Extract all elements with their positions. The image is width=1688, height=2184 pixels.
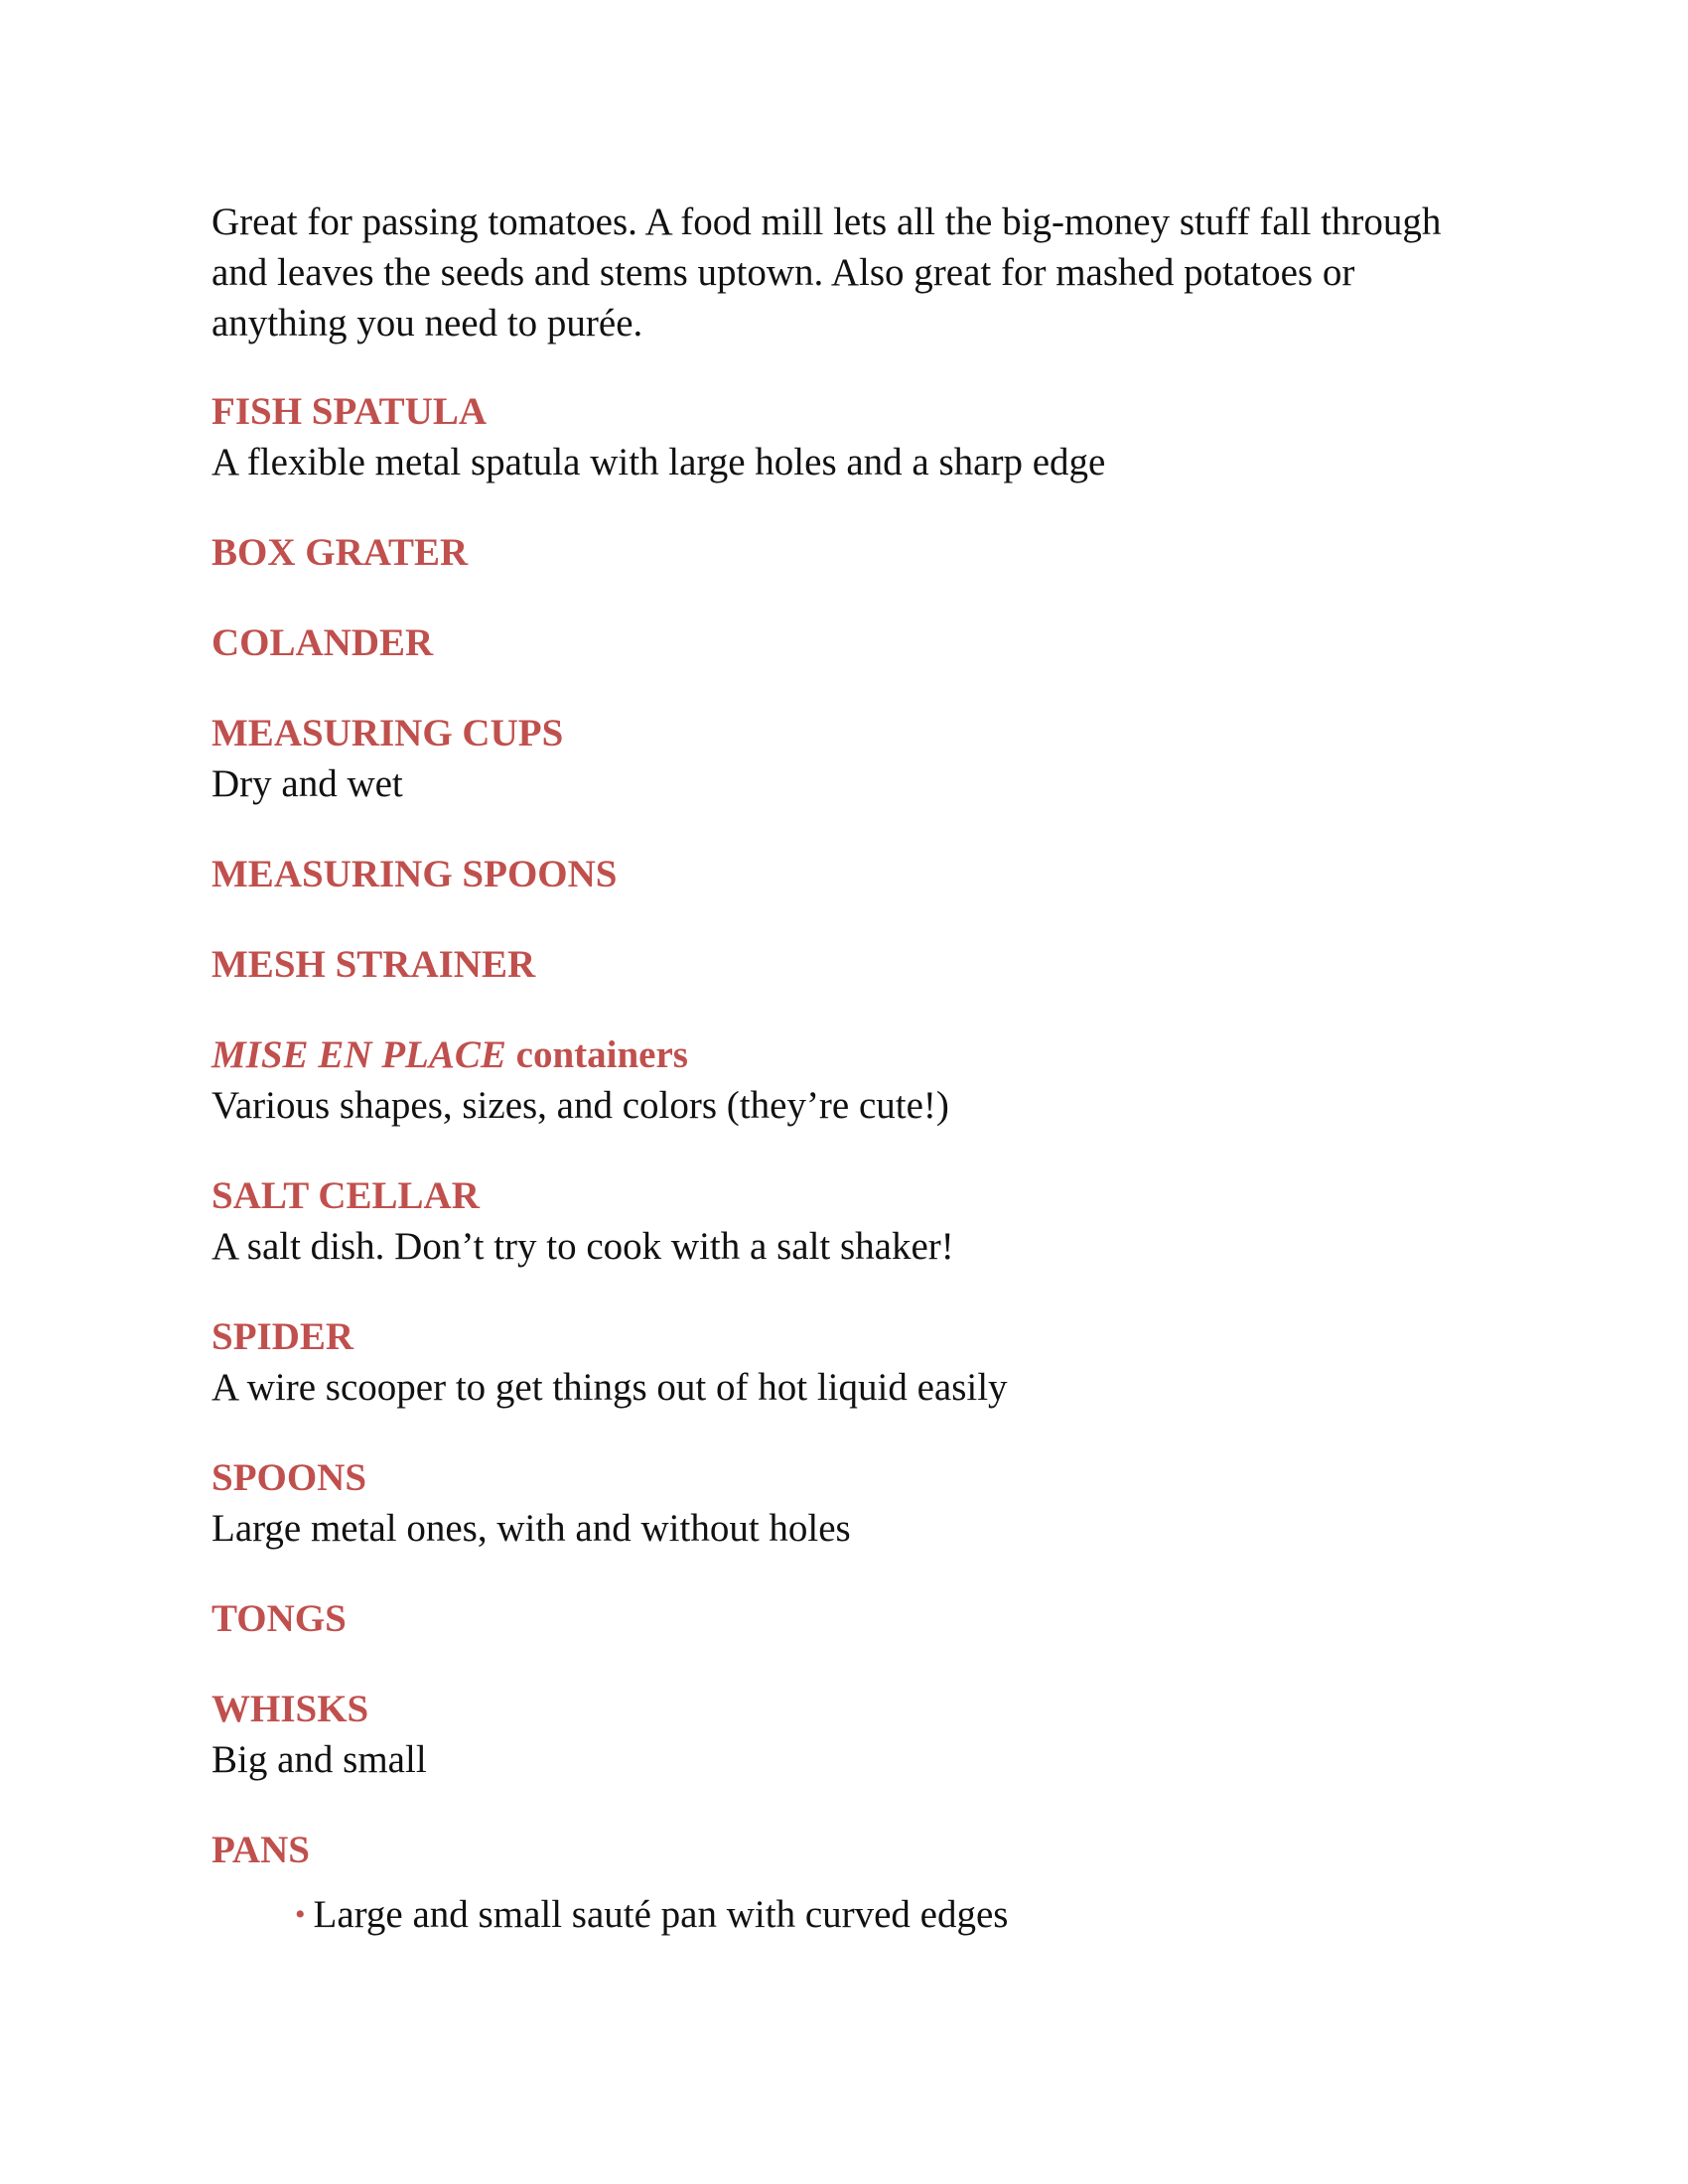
intro-paragraph: Great for passing tomatoes. A food mill lets all the big-money stuff fall through and leaves the seeds and stems uptown. Also great for mashed potatoes or anything you need to purée. [211, 201, 1442, 344]
term-heading: BOX GRATER [211, 531, 469, 574]
term-heading: MESH STRAINER [211, 943, 536, 986]
term-heading: SPIDER [211, 1315, 354, 1358]
term-description: Dry and wet [211, 762, 403, 805]
entry-box-grater [211, 527, 1482, 578]
term-heading: TONGS [211, 1597, 347, 1640]
entry-salt-cellar [211, 1170, 1482, 1272]
term-description: A flexible metal spatula with large holes and a sharp edge [211, 441, 1106, 483]
term-heading: COLANDER [211, 621, 434, 664]
bullet-icon: • [295, 1898, 306, 1931]
entry-spoons [211, 1452, 1482, 1554]
entry-fish-spatula [211, 386, 1482, 487]
entry-mise-en-place [211, 1029, 1482, 1131]
term-heading: WHISKS [211, 1688, 369, 1730]
list-item [295, 1889, 1482, 1943]
pans-bullet-list [295, 1889, 1482, 1943]
entry-measuring-cups [211, 708, 1482, 809]
term-heading: SALT CELLAR [211, 1174, 480, 1217]
entry-spider [211, 1311, 1482, 1413]
term-description: Various shapes, sizes, and colors (they’re cute!) [211, 1084, 949, 1127]
term-description: Big and small [211, 1738, 427, 1781]
term-heading: SPOONS [211, 1456, 367, 1499]
entry-pans [211, 1825, 1482, 1943]
term-heading [211, 1029, 1482, 1080]
term-description: A wire scooper to get things out of hot liquid easily [211, 1366, 1008, 1409]
term-heading-rest: containers [505, 1033, 688, 1076]
page-content [211, 197, 1482, 1982]
term-heading: MEASURING SPOONS [211, 853, 618, 895]
entry-measuring-spoons [211, 849, 1482, 899]
term-heading-italic: MISE EN PLACE [211, 1033, 506, 1076]
term-description: Large metal ones, with and without holes [211, 1507, 851, 1550]
term-heading: MEASURING CUPS [211, 712, 564, 754]
entry-tongs [211, 1593, 1482, 1644]
list-item-text: Large and small sauté pan with curved edges [313, 1893, 1009, 1936]
term-heading: FISH SPATULA [211, 390, 488, 433]
entry-mesh-strainer [211, 939, 1482, 990]
term-heading: PANS [211, 1829, 310, 1871]
entry-colander [211, 617, 1482, 668]
entry-whisks [211, 1684, 1482, 1785]
term-description: A salt dish. Don’t try to cook with a salt shaker! [211, 1225, 954, 1268]
